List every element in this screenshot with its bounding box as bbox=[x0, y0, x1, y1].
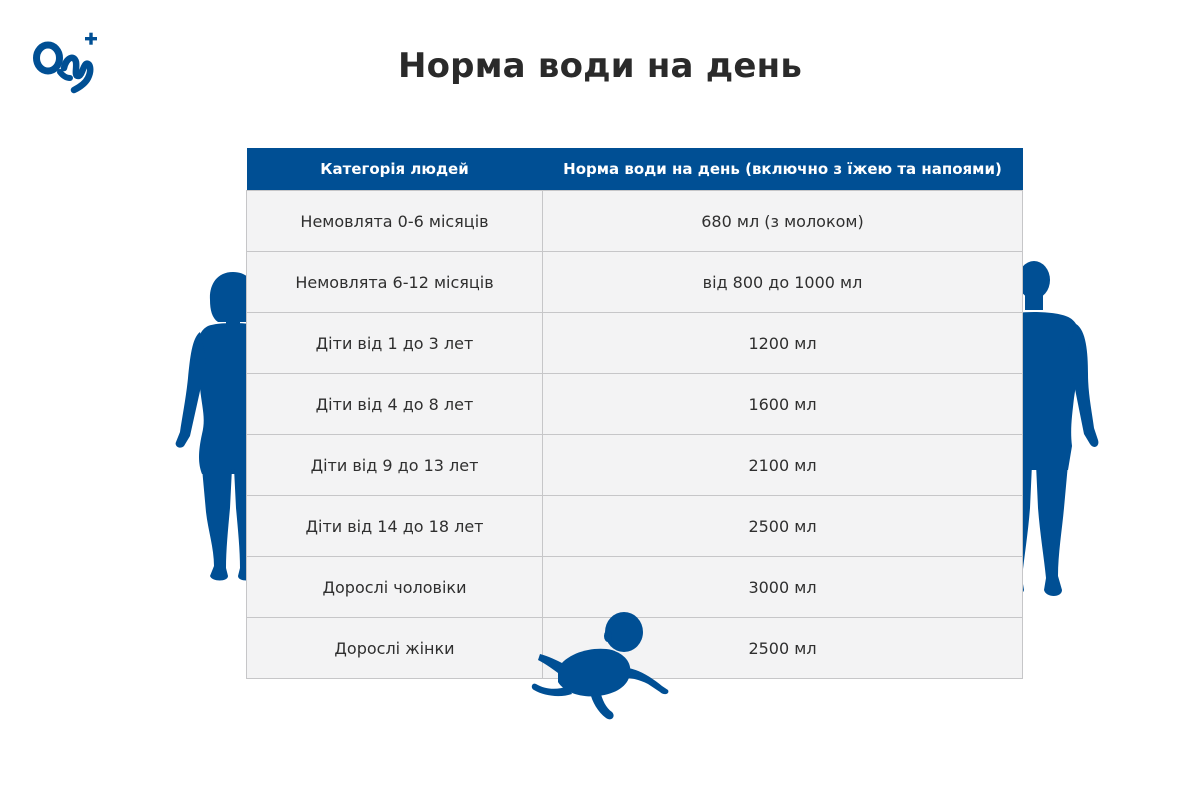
category-cell: Діти від 1 до 3 лет bbox=[247, 313, 543, 374]
header-norm: Норма води на день (включно з їжею та напоями) bbox=[543, 148, 1023, 191]
norm-cell: 1600 мл bbox=[543, 374, 1023, 435]
norm-cell: 2500 мл bbox=[543, 496, 1023, 557]
header-category: Категорія людей bbox=[247, 148, 543, 191]
category-cell: Діти від 9 до 13 лет bbox=[247, 435, 543, 496]
norm-cell: від 800 до 1000 мл bbox=[543, 252, 1023, 313]
page-title: Норма води на день bbox=[397, 46, 803, 86]
table-row bbox=[247, 374, 1023, 435]
category-cell: Немовлята 0-6 місяців bbox=[247, 191, 543, 252]
category-cell: Діти від 4 до 8 лет bbox=[247, 374, 543, 435]
category-cell: Діти від 14 до 18 лет bbox=[247, 496, 543, 557]
norm-cell: 1200 мл bbox=[543, 313, 1023, 374]
table-row bbox=[247, 313, 1023, 374]
norm-cell: 3000 мл bbox=[543, 557, 1023, 618]
table-row bbox=[247, 496, 1023, 557]
norm-cell: 680 мл (з молоком) bbox=[543, 191, 1023, 252]
water-norm-table bbox=[246, 148, 1023, 679]
category-cell: Дорослі жінки bbox=[247, 618, 543, 679]
table-row bbox=[247, 435, 1023, 496]
table-row bbox=[247, 191, 1023, 252]
category-cell: Немовлята 6-12 місяців bbox=[247, 252, 543, 313]
category-cell: Дорослі чоловіки bbox=[247, 557, 543, 618]
table-header-row bbox=[247, 148, 1023, 191]
table-row bbox=[247, 252, 1023, 313]
norm-cell: 2500 мл bbox=[543, 618, 1023, 679]
norm-cell: 2100 мл bbox=[543, 435, 1023, 496]
crawling-baby-icon bbox=[528, 606, 672, 724]
